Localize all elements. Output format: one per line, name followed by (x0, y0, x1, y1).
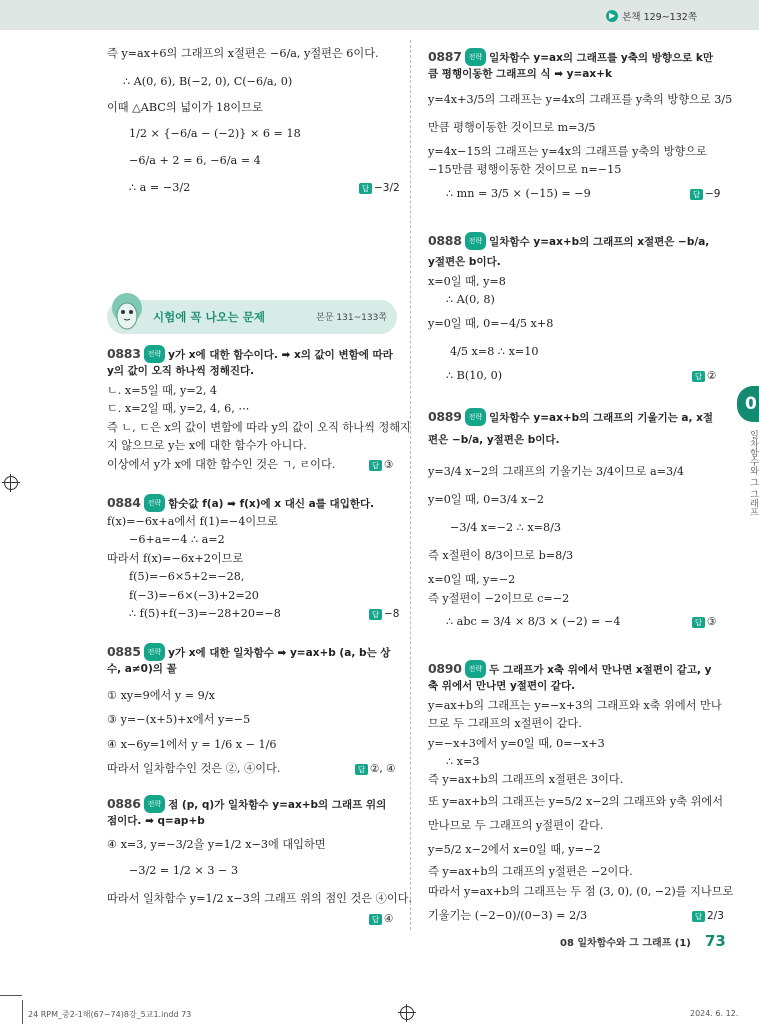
solution-line: 또 y=ax+b의 그래프는 y=5/2 x−2의 그래프와 y축 위에서 (428, 795, 724, 808)
strategy-text: 두 그래프가 x축 위에서 만나면 x절편이 같고, y (489, 664, 712, 676)
solution-line: 이상에서 y가 x에 대한 함수인 것은 ㄱ, ㄹ이다. (107, 458, 336, 471)
solution-line: −15만큼 평행이동한 것이므로 n=−15 (428, 163, 622, 176)
strategy-tag: 전략 (144, 345, 166, 363)
answer-badge (692, 370, 716, 382)
chapter-side-text: 일차함수와 그 그래프 (748, 430, 758, 517)
solution-line: 따라서 f(x)=−6x+2이므로 (107, 552, 244, 565)
strategy-tag: 전략 (144, 643, 166, 661)
strategy-tag: 전략 (465, 48, 487, 66)
question-number: 0883 (107, 346, 141, 361)
strategy-text: y가 x에 대한 일차함수 ➡ y=ax+b (a, b는 상 (168, 647, 391, 659)
solution-line: ① xy=9에서 y = 9/x (107, 689, 215, 702)
solution-line: 1/2 × {−6/a − (−2)} × 6 = 18 (129, 127, 301, 140)
strategy-tag: 전략 (465, 408, 487, 426)
answer-label: 답 (369, 460, 382, 471)
answer-badge (369, 459, 393, 471)
answer-label: 답 (690, 189, 703, 200)
solution-line: −6+a=−4 ∴ a=2 (129, 533, 225, 546)
solution-line: 4/5 x=8 ∴ x=10 (450, 345, 539, 358)
solution-line: 지 않으므로 y는 x에 대한 함수가 아니다. (107, 439, 307, 452)
question-number: 0888 (428, 233, 462, 248)
solution-line: y=4x−15의 그래프는 y=4x의 그래프를 y축의 방향으로 (428, 145, 707, 158)
solution-line: x=0일 때, y=−2 (428, 573, 516, 586)
footer-chapter-title: 08 일차함수와 그 그래프 (1) (560, 938, 691, 949)
solution-line: y=0일 때, 0=3/4 x−2 (428, 493, 544, 506)
banner-title: 시험에 꼭 나오는 문제 (153, 310, 265, 324)
answer-badge (692, 910, 724, 922)
answer-label: 답 (692, 911, 705, 922)
solution-line: 므로 두 그래프의 x절편이 같다. (428, 717, 582, 730)
solution-line: 따라서 일차함수 y=1/2 x−3의 그래프 위의 점인 것은 ④이다. (107, 892, 413, 905)
solution-line: −3/4 x=−2 ∴ x=8/3 (450, 521, 562, 534)
strategy-text: 편은 −b/a, y절편은 b이다. (428, 434, 560, 446)
chapter-side-tab: 0 (737, 386, 759, 422)
solution-line: ∴ x=3 (446, 755, 480, 768)
solution-line: 즉 ㄴ, ㄷ은 x의 값이 변함에 따라 y의 값이 오직 하나씩 정해지 (107, 421, 411, 434)
answer-badge (692, 616, 716, 628)
answer-value: ③ (384, 459, 394, 471)
banner-reference: 본문 131~133쪽 (316, 313, 387, 323)
arrow-right-icon: ▶ (606, 10, 618, 22)
question-number: 0885 (107, 644, 141, 659)
answer-badge (355, 763, 396, 775)
question-number: 0886 (107, 796, 141, 811)
solution-line: ④ x=3, y=−3/2을 y=1/2 x−3에 대입하면 (107, 838, 326, 851)
solution-line: ∴ a = −3/2 (129, 181, 191, 194)
answer-value: ④ (384, 913, 394, 925)
strategy-text: y가 x에 대한 함수이다. ➡ x의 값이 변함에 따라 (168, 349, 393, 361)
solution-line: y=5/2 x−2에서 x=0일 때, y=−2 (428, 843, 601, 856)
solution-line: ∴ B(10, 0) (446, 369, 503, 382)
mascot-icon (109, 292, 145, 332)
solution-line: f(x)=−6x+a에서 f(1)=−4이므로 (107, 515, 278, 528)
answer-badge (369, 913, 393, 925)
solution-line: f(−3)=−6×(−3)+2=20 (129, 589, 259, 602)
answer-value: −3/2 (374, 182, 400, 194)
solution-line: 기울기는 (−2−0)/(0−3) = 2/3 (428, 909, 588, 922)
solution-line: 즉 y=ax+b의 그래프의 x절편은 3이다. (428, 773, 624, 786)
solution-line: ㄴ. x=5일 때, y=2, 4 (107, 384, 218, 397)
strategy-text: y절편은 b이다. (428, 256, 501, 268)
answer-badge (369, 608, 399, 620)
page-reference-text: 본책 129~132쪽 (622, 12, 697, 23)
answer-badge (359, 182, 400, 194)
strategy-text: 함숫값 f(a) ➡ f(x)에 x 대신 a를 대입한다. (168, 498, 375, 510)
answer-value: −8 (384, 608, 400, 620)
answer-value: 2/3 (707, 910, 724, 922)
registration-mark-icon (400, 1006, 414, 1020)
strategy-text: 일차함수 y=ax의 그래프를 y축의 방향으로 k만 (489, 52, 714, 64)
answer-label: 답 (355, 764, 368, 775)
answer-value: −9 (705, 188, 721, 200)
solution-line: 즉 y=ax+6의 그래프의 x절편은 −6/a, y절편은 6이다. (107, 47, 379, 60)
answer-label: 답 (692, 371, 705, 382)
strategy-text: 축 위에서 만나면 y절편이 같다. (428, 680, 576, 692)
solution-line: 만나므로 두 그래프의 y절편이 같다. (428, 819, 604, 832)
print-file-name: 24 RPM_중2-1해(67~74)8강_5교1.indd 73 (28, 1010, 192, 1019)
solution-line: y=0일 때, 0=−4/5 x+8 (428, 317, 554, 330)
strategy-tag: 전략 (465, 232, 487, 250)
crop-mark (22, 1000, 23, 1024)
answer-label: 답 (359, 183, 372, 194)
solution-line: ∴ A(0, 6), B(−2, 0), C(−6/a, 0) (123, 75, 293, 88)
solution-line: y=ax+b의 그래프는 y=−x+3의 그래프와 x축 위에서 만나 (428, 699, 722, 712)
solution-line: y=3/4 x−2의 그래프의 기울기는 3/4이므로 a=3/4 (428, 465, 685, 478)
solution-line: 즉 y절편이 −2이므로 c=−2 (428, 592, 570, 605)
answer-value: ③ (707, 616, 717, 628)
solution-line: −3/2 = 1/2 × 3 − 3 (129, 864, 239, 877)
answer-label: 답 (369, 914, 382, 925)
solution-line: ∴ mn = 3/5 × (−15) = −9 (446, 187, 591, 200)
answer-value: ② (707, 370, 717, 382)
column-divider (410, 40, 411, 930)
solution-line: ④ x−6y=1에서 y = 1/6 x − 1/6 (107, 738, 277, 751)
question-number: 0889 (428, 409, 462, 424)
answer-label: 답 (369, 609, 382, 620)
strategy-tag: 전략 (465, 660, 487, 678)
answer-value: ②, ④ (370, 763, 396, 775)
solution-line: ∴ A(0, 8) (446, 293, 495, 306)
registration-mark-icon (4, 476, 18, 490)
strategy-text: 점이다. ➡ q=ap+b (107, 815, 205, 827)
strategy-text: y의 값이 오직 하나씩 정해진다. (107, 365, 255, 377)
solution-line: f(5)=−6×5+2=−28, (129, 570, 245, 583)
print-date: 2024. 6. 12. (690, 1009, 739, 1018)
solution-line: 즉 y=ax+b의 그래프의 y절편은 −2이다. (428, 865, 633, 878)
answer-badge (690, 188, 720, 200)
crop-mark (0, 995, 22, 996)
question-number: 0890 (428, 661, 462, 676)
solution-line: x=0일 때, y=8 (428, 275, 506, 288)
solution-line: 만큼 평행이동한 것이므로 m=3/5 (428, 121, 596, 134)
solution-line: ∴ f(5)+f(−3)=−28+20=−8 (129, 607, 281, 620)
answer-label: 답 (692, 617, 705, 628)
strategy-text: 점 (p, q)가 일차함수 y=ax+b의 그래프 위의 (168, 799, 387, 811)
strategy-tag: 전략 (144, 494, 166, 512)
page-number: 73 (705, 932, 726, 950)
solution-line: 즉 x절편이 8/3이므로 b=8/3 (428, 549, 574, 562)
solution-line: 따라서 일차함수인 것은 ②, ④이다. (107, 762, 281, 775)
question-number: 0884 (107, 495, 141, 510)
strategy-text: 일차함수 y=ax+b의 그래프의 x절편은 −b/a, (489, 236, 710, 248)
page-reference (606, 9, 697, 23)
solution-line: −6/a + 2 = 6, −6/a = 4 (129, 154, 261, 167)
solution-line: y=4x+3/5의 그래프는 y=4x의 그래프를 y축의 방향으로 3/5 (428, 93, 733, 106)
strategy-text: 수, a≠0)의 꼴 (107, 663, 177, 675)
exam-problems-banner (107, 300, 397, 334)
strategy-text: 일차함수 y=ax+b의 그래프의 기울기는 a, x절 (489, 412, 714, 424)
strategy-text: 큼 평행이동한 그래프의 식 ➡ y=ax+k (428, 68, 612, 80)
strategy-tag: 전략 (144, 795, 166, 813)
solution-line: ∴ abc = 3/4 × 8/3 × (−2) = −4 (446, 615, 621, 628)
solution-line: ㄷ. x=2일 때, y=2, 4, 6, ⋯ (107, 402, 250, 415)
solution-line: 이때 △ABC의 넓이가 18이므로 (107, 101, 263, 114)
solution-line: ③ y=−(x+5)+x에서 y=−5 (107, 713, 251, 726)
solution-line: y=−x+3에서 y=0일 때, 0=−x+3 (428, 737, 605, 750)
question-number: 0887 (428, 49, 462, 64)
solution-line: 따라서 y=ax+b의 그래프는 두 점 (3, 0), (0, −2)를 지나므로 (428, 885, 734, 898)
